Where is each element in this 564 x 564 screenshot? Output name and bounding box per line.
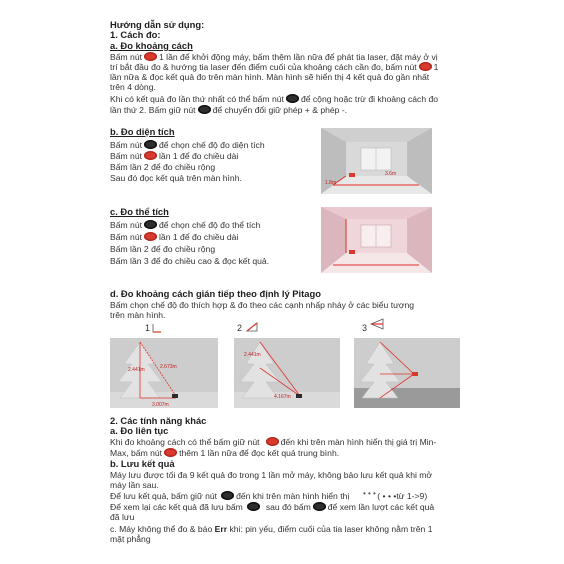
section1-heading: 1. Cách đo: bbox=[110, 29, 161, 40]
measure-button-icon bbox=[266, 437, 279, 446]
plus-minus-button-icon bbox=[286, 94, 299, 103]
s2c-line2: mặt phẳng bbox=[110, 534, 151, 544]
mode1-triangle-icon bbox=[152, 323, 162, 333]
s1a-heading: a. Đo khoảng cách bbox=[110, 40, 193, 51]
volume-room-image bbox=[321, 207, 432, 273]
s2b-line5: đã lưu bbox=[110, 512, 135, 522]
mode-button-icon bbox=[144, 220, 157, 229]
s1b-line1: Bấm nút để chọn chế độ đo diện tích bbox=[110, 140, 265, 150]
pythagoras-image-2 bbox=[234, 338, 340, 408]
recall-button-icon bbox=[247, 502, 260, 511]
section2-heading: 2. Các tính năng khác bbox=[110, 415, 207, 426]
s2a-heading: a. Đo liên tục bbox=[110, 425, 169, 436]
mode3-number: 3 bbox=[362, 323, 368, 333]
measure-button-icon bbox=[144, 151, 157, 160]
s1d-heading: d. Đo khoảng cách gián tiếp theo định lý Pitago bbox=[110, 288, 321, 299]
area-length-label: 3.6m bbox=[385, 171, 397, 177]
s2b-line4: Để xem lại các kết quả đã lưu bấm sau đó bấm để xem lần lượt các kết quả bbox=[110, 502, 435, 512]
s1b-line2: Bấm nút lần 1 để đo chiều dài bbox=[110, 151, 239, 161]
mode2-triangle-icon bbox=[246, 322, 258, 332]
s1c-line4: Bấm lần 3 để đo chiều cao & đọc kết quả. bbox=[110, 256, 270, 266]
measure-button-icon bbox=[419, 62, 432, 71]
s2b-line3: Để lưu kết quả, bấm giữ nút đến khi trên màn hình hiển thị ( • • •từ 1->9) bbox=[110, 491, 428, 501]
s1b-heading: b. Đo diện tích bbox=[110, 126, 175, 137]
area-width-label: 1.8m bbox=[325, 180, 337, 186]
s2a-line2: Max, bấm nút thêm 1 lần nữa để đọc kết quả trung bình. bbox=[110, 448, 340, 458]
s1c-line2: Bấm nút lần 1 để đo chiều dài bbox=[110, 232, 239, 242]
s2b-heading: b. Lưu kết quả bbox=[110, 458, 175, 469]
pyth2-label-lower: 4.167m bbox=[274, 394, 291, 400]
pyth1-label-hyp: 2.673m bbox=[160, 364, 177, 370]
s1c-line1: Bấm nút để chọn chế độ đo thể tích bbox=[110, 220, 261, 230]
s1c-line3: Bấm lần 2 để đo chiều rộng bbox=[110, 244, 216, 254]
pyth2-label-upper: 2.441m bbox=[244, 352, 261, 358]
mode2-number: 2 bbox=[237, 323, 243, 333]
pythagoras-image-3 bbox=[354, 338, 460, 408]
measure-button-icon bbox=[164, 448, 177, 457]
measure-button-icon bbox=[144, 52, 157, 61]
s2c-line1: c. Máy không thể đo & báo Err khi: pin yếu, điểm cuối của tia laser không nằm trên 1 bbox=[110, 524, 433, 534]
s1a-line5: Khi có kết quả đo lần thứ nhất có thể bấm nút để cộng hoặc trừ đi khoảng cách đo bbox=[110, 94, 439, 104]
s1b-line3: Bấm lần 2 để đo chiều rộng bbox=[110, 162, 216, 172]
memory-dots-icon: • • • bbox=[363, 489, 376, 498]
s1b-line4: Sau đó đọc kết quả trên màn hình. bbox=[110, 173, 242, 183]
doc-title: Hướng dẫn sử dụng: bbox=[110, 19, 205, 30]
s1c-heading: c. Đo thể tích bbox=[110, 206, 169, 217]
s2b-line1: Máy lưu được tối đa 9 kết quả đo trong 1 lần mở máy, không bảo lưu kết quả khi mở bbox=[110, 470, 433, 480]
mode1-number: 1 bbox=[145, 323, 151, 333]
pyth1-label-height: 2.441m bbox=[128, 367, 145, 373]
s2a-line1: Khi đo khoảng cách có thể bấm giữ nút đến khi trên màn hình hiển thị giá trị Min- bbox=[110, 437, 437, 447]
pythagoras-image-1 bbox=[110, 338, 218, 408]
scroll-button-icon bbox=[313, 502, 326, 511]
s1d-line1: Bấm chọn chế độ đo thích hợp & đo theo các cạnh nhấp nháy ở các biểu tượng bbox=[110, 300, 415, 310]
plus-minus-button-icon bbox=[198, 105, 211, 114]
s1d-line2: trên màn hình. bbox=[110, 310, 166, 320]
s1a-line6: lần thứ 2. Bấm giữ nút để chuyển đổi giữ phép + & phép -. bbox=[110, 105, 348, 115]
s2b-line2: máy lần sau. bbox=[110, 480, 159, 490]
area-room-image bbox=[321, 128, 432, 194]
measure-button-icon bbox=[144, 232, 157, 241]
s1a-line1: Bấm nút 1 lần để khởi động máy, bấm thêm lần nữa để phát tia laser, đặt máy ở vị bbox=[110, 52, 438, 62]
mode-button-icon bbox=[144, 140, 157, 149]
s1a-line4: trên 4 dòng. bbox=[110, 82, 156, 92]
mode3-triangle-icon bbox=[370, 318, 384, 330]
s1a-line3: lần nữa & đọc kết quả đo trên màn hình. Màn hình sẽ hiển thị 4 kết quả đo gần nhất bbox=[110, 72, 430, 82]
pyth1-label-base: 3.007m bbox=[152, 402, 169, 408]
save-button-icon bbox=[221, 491, 234, 500]
s1a-line2: trí bắt đầu đo & hướng tia laser đến điểm cuối của khoảng cách cần đo, bấm nút 1 bbox=[110, 62, 439, 72]
